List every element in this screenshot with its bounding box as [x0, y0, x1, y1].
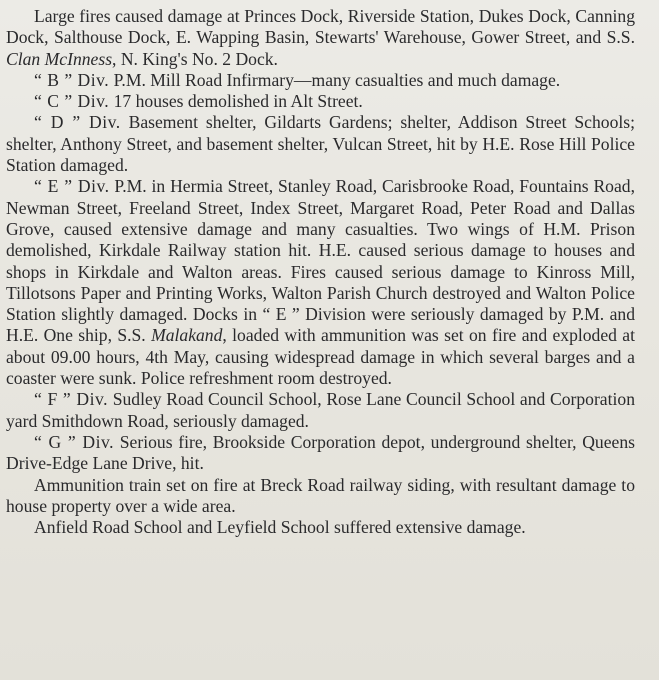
paragraph-text: Large fires caused damage at Princes Dock, Riverside Station, Dukes Dock, Canning Dock, Salthouse Dock, E. Wapping Basin, Stewarts' Warehouse, Gower Street, and S.S.: [6, 6, 635, 48]
paragraph-text: P.M. in Hermia Street, Stanley Road, Carisbrooke Road, Fountains Road, Newman Street, Freeland Street, Index Street, Margaret Road, Peter Road and Dallas Grove, caused extensive damage and many casualties. Two wings of H.M. Prison demolished, Kirkdale Railway station hit. H.E. caused serious damage to houses and shops in Kirkdale and Walton areas. Fires caused serious damage to Kinross Mill, Tillotsons Paper and Printing Works, Walton Parish Church destroyed and Walton Police Station slightly damaged. Docks in “ E ” Division were seriously damaged by P.M. and H.E. One ship, S.S.: [6, 176, 635, 346]
paragraph-dock-fires: [6, 6, 635, 70]
paragraph-text: Serious fire, Brookside Corporation depot, underground shelter, Queens Drive-Edge Lane Drive, hit.: [6, 431, 635, 474]
division-label: “ G ” Div.: [34, 431, 115, 452]
paragraph-text: Ammunition train set on fire at Breck Road railway siding, with resultant damage to house property over a wide area.: [6, 474, 635, 516]
paragraph-c-division: [6, 91, 635, 112]
paragraph-g-division: [6, 432, 635, 475]
ship-name: Malakand: [151, 325, 223, 346]
ship-name: Clan McInness: [6, 48, 113, 69]
paragraph-e-division: [6, 176, 635, 389]
paragraph-text: P.M. Mill Road Infirmary—many casualties and much damage.: [109, 69, 561, 90]
division-label: “ C ” Div.: [34, 91, 110, 112]
division-label: “ F ” Div.: [34, 389, 109, 410]
division-label: “ D ” Div.: [34, 112, 121, 133]
paragraph-text: , loaded with ammunition was set on fire and exploded at about 09.00 hours, 4th May, causing widespread damage in which several barges and a coaster were sunk. Police refreshment room destroyed.: [6, 325, 636, 389]
paragraph-d-division: [6, 112, 635, 176]
paragraph-f-division: [6, 389, 635, 432]
paragraph-anfield-schools: [6, 517, 635, 538]
paragraph-text: 17 houses demolished in Alt Street.: [109, 91, 363, 112]
paragraph-b-division: [6, 70, 635, 91]
paragraph-text: Basement shelter, Gildarts Gardens; shelter, Addison Street Schools; shelter, Anthony Street, and basement shelter, Vulcan Street, hit by H.E. Rose Hill Police Station damaged.: [6, 112, 635, 176]
division-label: “ B ” Div.: [34, 69, 110, 90]
paragraph-text: , N. King's No. 2 Dock.: [112, 48, 278, 69]
division-label: “ E ” Div.: [34, 176, 110, 197]
paragraph-ammunition-train: [6, 475, 635, 518]
paragraph-text: Anfield Road School and Leyfield School suffered extensive damage.: [34, 517, 526, 538]
paragraph-text: Sudley Road Council School, Rose Lane Council School and Corporation yard Smithdown Road, seriously damaged.: [6, 389, 635, 431]
